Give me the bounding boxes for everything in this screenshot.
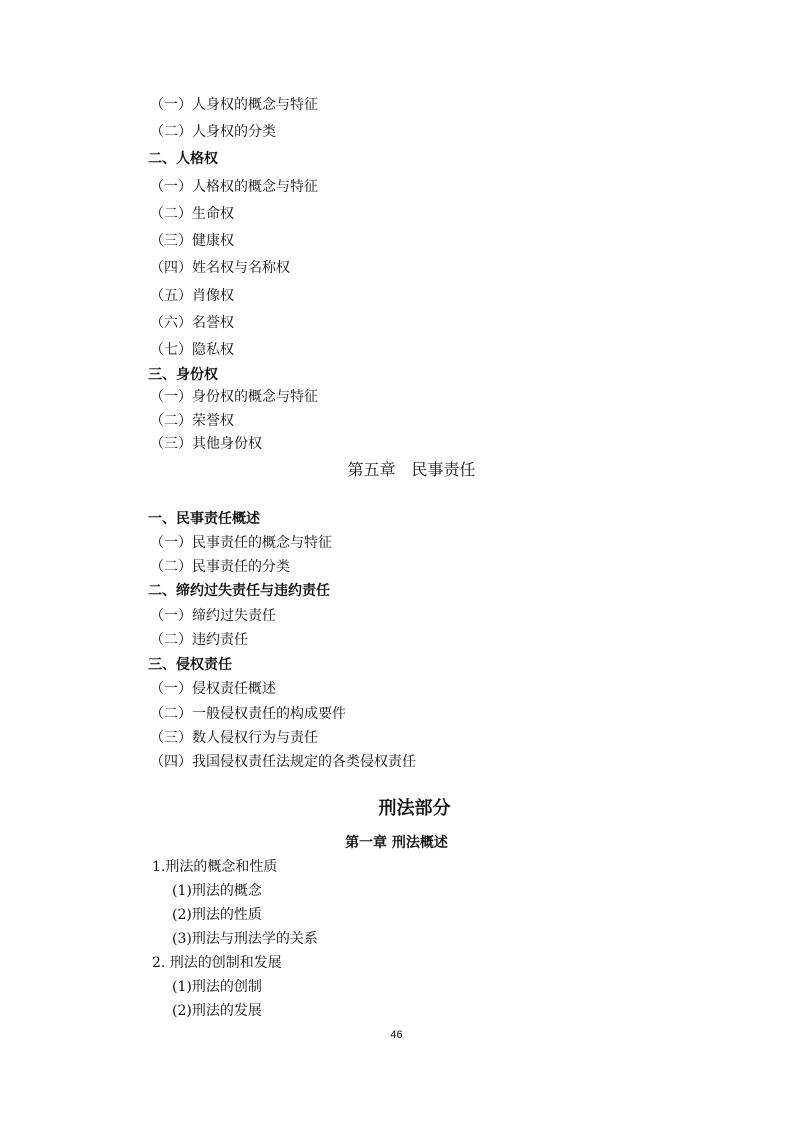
- outline-item: (1)刑法的概念: [172, 883, 262, 899]
- outline-item: 1.刑法的概念和性质: [152, 859, 278, 875]
- section-heading: 二、人格权: [148, 151, 218, 167]
- outline-item: (2)刑法的性质: [172, 907, 262, 923]
- outline-item: (2)刑法的发展: [172, 1003, 262, 1019]
- outline-item: （一）缔约过失责任: [150, 608, 276, 624]
- outline-item: （一）人格权的概念与特征: [150, 179, 318, 195]
- outline-item: （六）名誉权: [150, 315, 234, 331]
- outline-item: （二）民事责任的分类: [150, 559, 290, 575]
- outline-item: （五）肖像权: [150, 288, 234, 304]
- chapter-title: 第一章 刑法概述: [345, 835, 448, 851]
- outline-item: （一）人身权的概念与特征: [150, 97, 318, 113]
- outline-item: (1)刑法的创制: [172, 979, 262, 995]
- outline-item: （三）健康权: [150, 233, 234, 249]
- outline-item: 2. 刑法的创制和发展: [152, 955, 282, 971]
- section-heading: 二、缔约过失责任与违约责任: [148, 583, 330, 599]
- part-title: 刑法部分: [378, 798, 451, 819]
- outline-item: （二）荣誉权: [150, 413, 234, 429]
- chapter-title: 第五章 民事责任: [347, 460, 476, 479]
- outline-item: (3)刑法与刑法学的关系: [172, 931, 318, 947]
- outline-item: （四）姓名权与名称权: [150, 260, 290, 276]
- outline-item: （四）我国侵权责任法规定的各类侵权责任: [150, 754, 416, 770]
- section-heading: 三、侵权责任: [148, 657, 232, 673]
- outline-item: （二）人身权的分类: [150, 124, 276, 140]
- outline-item: （二）生命权: [150, 206, 234, 222]
- page-number: 46: [390, 1029, 403, 1041]
- outline-item: （七）隐私权: [150, 342, 234, 358]
- outline-item: （二）一般侵权责任的构成要件: [150, 706, 346, 722]
- outline-item: （二）违约责任: [150, 632, 248, 648]
- outline-item: （一）民事责任的概念与特征: [150, 535, 332, 551]
- section-heading: 三、身份权: [148, 367, 218, 383]
- outline-item: （一）侵权责任概述: [150, 681, 276, 697]
- outline-item: （三）数人侵权行为与责任: [150, 730, 318, 746]
- outline-item: （一）身份权的概念与特征: [150, 389, 318, 405]
- outline-item: （三）其他身份权: [150, 436, 262, 452]
- section-heading: 一、民事责任概述: [148, 511, 260, 527]
